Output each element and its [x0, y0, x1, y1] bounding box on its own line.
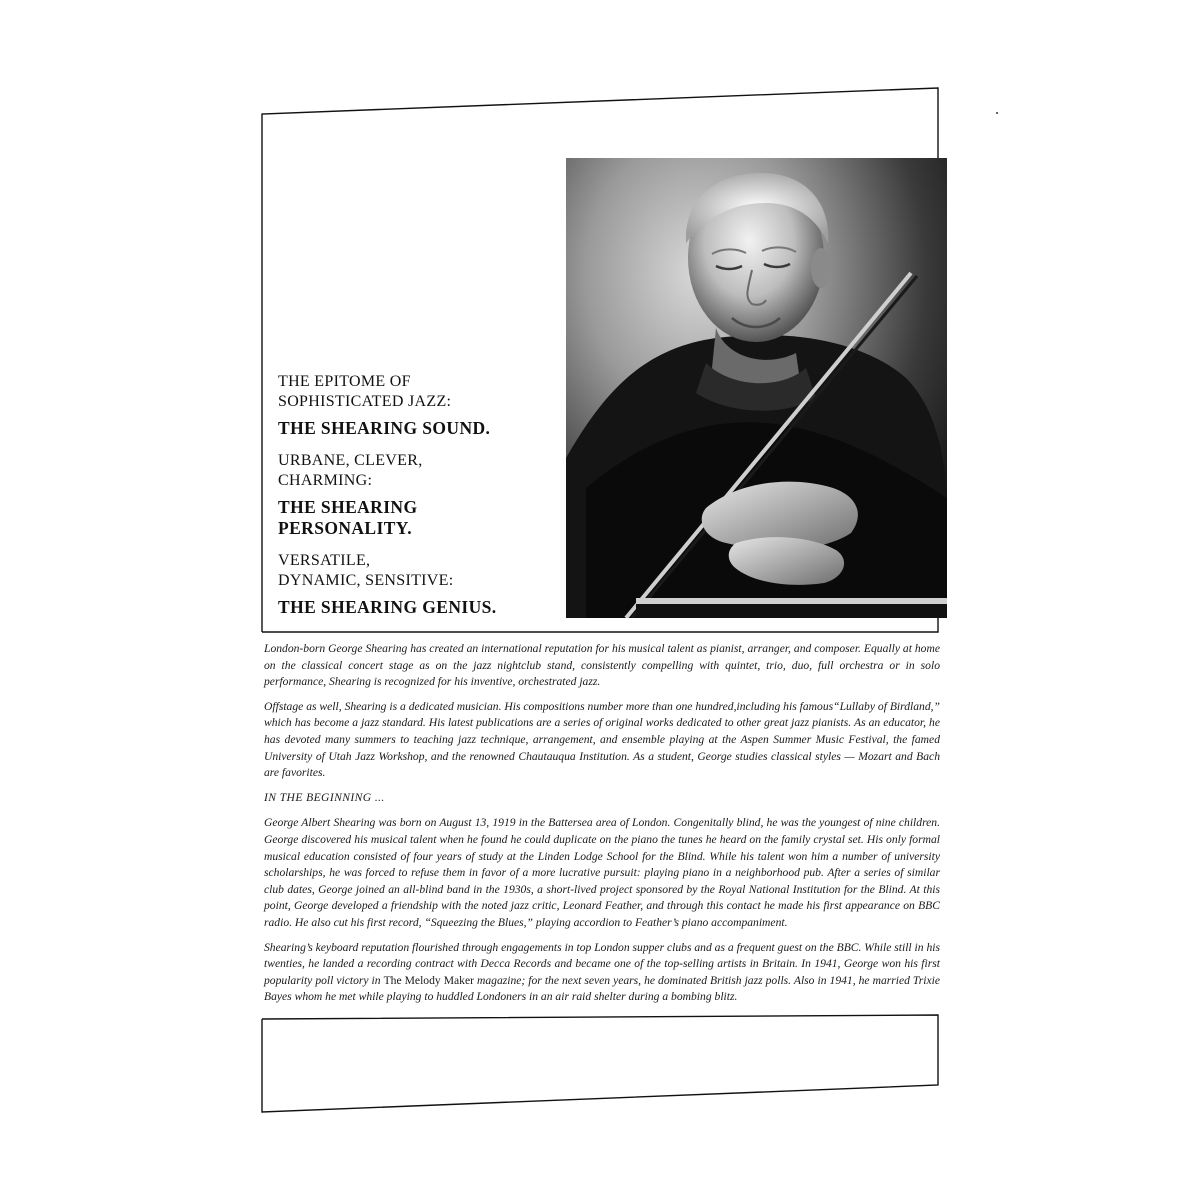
headline-bold-line: THE SHEARING	[278, 497, 418, 517]
headline-lead-line: URBANE, CLEVER,	[278, 452, 423, 469]
headline-group-sound	[278, 372, 558, 439]
portrait-illustration	[566, 158, 947, 618]
body-text-run: Shearing’s keyboard reputation flourished through engagements in top London supper clubs and as a frequent guest on the BBC. While still in his twenties, he landed a recording contract with Decca Records and became one of the top-selling artists in Britain. In 1941, George won his first popularity poll victory in	[264, 940, 940, 987]
body-paragraph-intro: London-born George Shearing has created an international reputation for his musical talent as pianist, arranger, and composer. Equally at home on the classical concert stage as on the jazz nightclub stand, consistently compelling with quintet, trio, duo, full orchestra or in solo performance, Shearing is recognized for his inventive, orchestrated jazz.	[264, 642, 940, 689]
headline-lead-line: VERSATILE,	[278, 552, 371, 569]
headline-lead-line: SOPHISTICATED JAZZ:	[278, 393, 452, 410]
headline-group-genius	[278, 551, 558, 618]
magazine-title: The Melody Maker	[383, 973, 474, 987]
headline-bold-line: THE SHEARING SOUND.	[278, 418, 491, 438]
body-paragraph-offstage: Offstage as well, Shearing is a dedicated musician. His compositions number more than one hundred,including his famous“Lullaby of Birdland,” which has become a jazz standard. His latest publications are a series of original works dedicated to other great jazz pianists. As an educator, he has devoted many summers to teaching jazz technique, arrangement, and ensemble playing at the Aspen Summer Music Festival, the famed University of Utah Jazz Workshop, and the renowned Chautauqua Institution. As a student, George studies classical styles — Mozart and Bach are favorites.	[264, 699, 940, 780]
lower-empty-box	[262, 1015, 938, 1112]
headline-bold-line: THE SHEARING GENIUS.	[278, 597, 497, 617]
body-text-run: magazine; for the next seven years, he dominated British jazz polls. Also in 1941, he married Trixie Bayes whom he met while playing to huddled Londoners in an air raid shelter during a bombing blitz.	[264, 973, 940, 1004]
headline-block	[278, 372, 558, 618]
body-text	[264, 641, 940, 1014]
headline-group-personality	[278, 451, 558, 539]
headline-lead-line: DYNAMIC, SENSITIVE:	[278, 572, 454, 589]
body-paragraph-early-life: George Albert Shearing was born on August 13, 1919 in the Battersea area of London. Congenitally blind, he was the youngest of nine children. George discovered his musical talent when he found he could duplicate on the piano the tunes he heard on the family crystal set. His only formal musical education consisted of four years of study at the Linden Lodge School for the Blind. While his talent won him a number of university scholarships, he was forced to refuse them in favor of a more lucrative pursuit: playing piano in a neighborhood pub. After a series of similar club dates, George joined an all-blind band in the 1930s, a short-lived project sponsored by the Royal National Institution for the Blind. At this point, George developed a friendship with the noted jazz critic, Leonard Feather, and through this contact he made his first appearance on BBC radio. He also cut his first record, “Squeezing the Blues,” playing accordion to Feather’s piano accompaniment.	[264, 816, 940, 929]
portrait-photo	[566, 158, 947, 618]
headline-lead-line: THE EPITOME OF	[278, 373, 411, 390]
headline-lead-line: CHARMING:	[278, 472, 373, 489]
body-paragraph-career	[264, 940, 940, 1006]
scan-speck	[996, 112, 998, 114]
headline-bold-line: PERSONALITY.	[278, 518, 412, 538]
section-subheading: IN THE BEGINNING ...	[264, 790, 385, 804]
